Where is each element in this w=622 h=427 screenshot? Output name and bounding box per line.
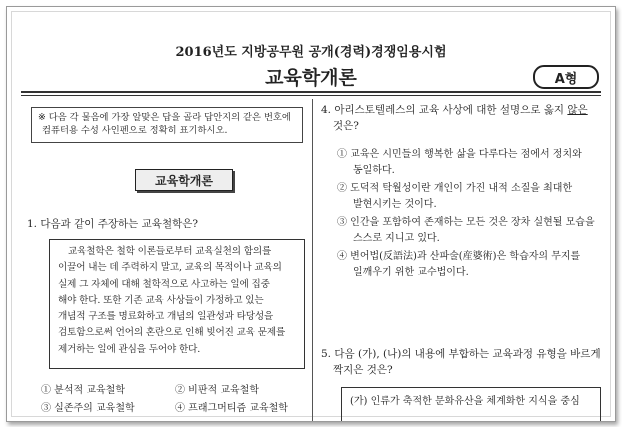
passage-line: 교육철학은 철학 이론들로부터 교육실천의 함의를: [68, 246, 272, 257]
passage-line: 실제 그 자체에 대해 철학적으로 사고하는 일에 집중: [58, 278, 270, 290]
passage-line: 해야 한다. 또한 기존 교육 사상들이 가정하고 있는: [58, 294, 264, 306]
passage-line: 이끌어 내는 데 주력하지 말고, 교육의 목적이나 교육의: [58, 262, 282, 274]
q5-box-line-1: (가) 인류가 축적한 문화유산을 체계화한 지식을 중심: [350, 396, 580, 407]
q1-option-2: ② 비판적 교육철학: [175, 385, 259, 396]
column-divider: [312, 99, 313, 421]
q4-stem-underlined: 않은: [567, 104, 588, 116]
exam-title: 2016년도 지방공무원 공개(경력)경쟁임용시험: [175, 45, 447, 60]
exam-type-badge: A형: [533, 65, 599, 89]
section-label: 교육학개론: [135, 169, 233, 191]
exam-page: [6, 6, 616, 422]
q4-option-4: ④ 변어법(反語法)과 산파술(産婆術)은 학습자의 무지를: [337, 251, 581, 262]
passage-line: 제거하는 일에 관심을 두어야 한다.: [58, 343, 201, 355]
subject-title: 교육학개론: [265, 67, 357, 89]
notice-line-1: ※ 다음 각 물음에 가장 알맞은 답을 골라 답안지의 같은 번호에: [38, 112, 291, 123]
question-1-passage: [49, 239, 305, 369]
question-1-stem: 1. 다음과 같이 주장하는 교육철학은?: [27, 218, 198, 230]
header-rule-thin: [21, 95, 601, 96]
q4-option-4-cont: 일깨우기 위한 교수법이다.: [353, 267, 469, 278]
passage-line: 개념적 구조를 명료화하고 개념의 일관성과 타당성을: [58, 311, 274, 323]
q4-option-3-cont: 스스로 지니고 있다.: [353, 233, 440, 244]
q4-option-1: ① 교육은 시민들의 행복한 삶을 다루다는 점에서 정치와: [337, 149, 582, 160]
instructions-notice: [31, 107, 303, 143]
q1-option-1: ① 분석적 교육철학: [41, 385, 125, 396]
header-rule: [21, 91, 601, 93]
q1-option-4: ④ 프래그머티즘 교육철학: [175, 403, 288, 414]
q4-option-2: ② 도덕적 탁월성이란 개인이 가진 내적 소질을 최대한: [337, 183, 573, 194]
q4-option-2-cont: 발현시키는 것이다.: [353, 199, 437, 210]
question-5-stem: 5. 다음 (가), (나)의 내용에 부합하는 교육과정 유형을 바르게: [321, 348, 601, 360]
passage-line: 검토함으로써 언어의 혼란으로 인해 빚어진 교육 문제를: [58, 327, 286, 339]
question-5-box: [341, 387, 601, 422]
q4-stem-text: 4. 아리스토텔레스의 교육 사상에 대한 설명으로 옳지: [321, 104, 568, 116]
question-5-stem-line2: 짝지은 것은?: [333, 364, 393, 376]
notice-line-2: 컴퓨터용 수성 사인펜으로 정확히 표기하시오.: [42, 125, 228, 136]
q4-option-1-cont: 동일하다.: [353, 165, 395, 176]
q4-option-3: ③ 인간을 포함하여 존재하는 모든 것은 장차 실현될 모습을: [337, 217, 595, 228]
question-4-stem-line2: 것은?: [333, 120, 359, 132]
question-4-stem: [321, 103, 588, 118]
q1-option-3: ③ 실존주의 교육철학: [41, 403, 135, 414]
